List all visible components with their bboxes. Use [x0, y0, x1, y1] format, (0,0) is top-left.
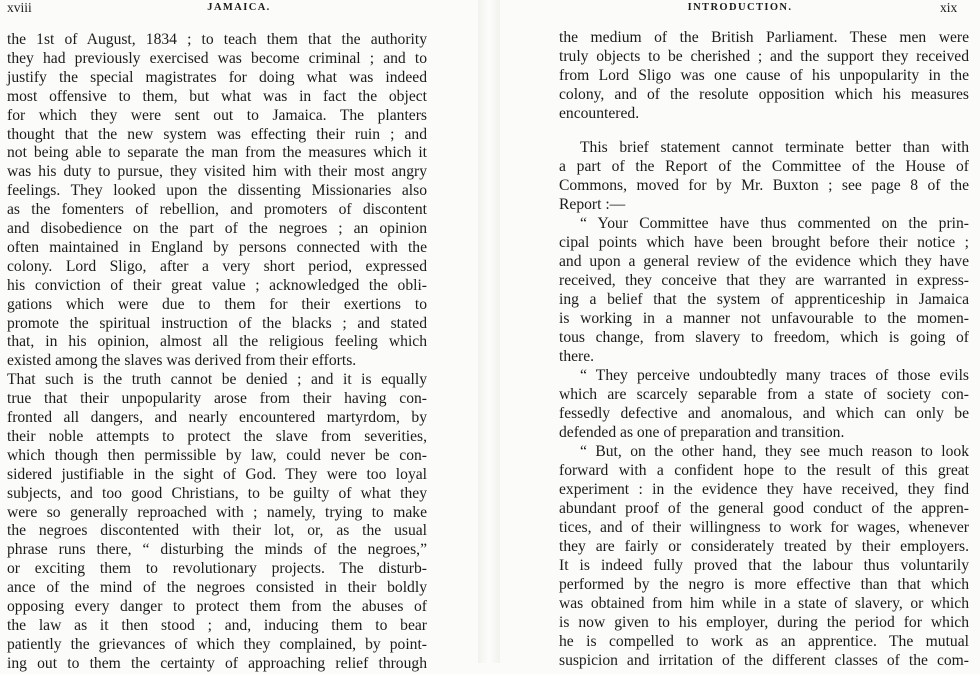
- left-text-line: that, in his opinion, almost all the religious feeling which: [7, 333, 427, 351]
- right-text-line: is now given to his employer, during the period for which: [559, 614, 969, 631]
- left-text-line: the law as it then stood ; and, inducing them to bear: [7, 616, 427, 634]
- left-text-line: or exciting them to revolutionary projects. The disturb-: [7, 560, 427, 578]
- right-text-line: fessedly defective and anomalous, and which can only be: [559, 405, 969, 422]
- right-text-line: was obtained from him while in a state of slavery, or which: [559, 595, 969, 612]
- right-text-line: which are scarcely separable from a state of society con-: [559, 386, 969, 403]
- left-text-line: promote the spiritual instruction of the blacks ; and stated: [7, 314, 427, 332]
- book-gutter: [478, 0, 500, 663]
- left-text-line: thought that the new system was effecting their ruin ; and: [7, 125, 427, 143]
- left-text-line: justify the special magistrates for doing what was indeed: [7, 68, 427, 86]
- right-text-line: there.: [559, 348, 595, 365]
- right-text-line: and upon a general review of the evidence which they have: [559, 253, 969, 270]
- right-text-line: suspicion and irritation of the different classes of the com-: [559, 652, 969, 669]
- right-text-line: they are fairly or considerately treated by their employers.: [559, 538, 969, 555]
- right-text-line: Commons, moved for by Mr. Buxton ; see page 8 of the: [559, 177, 969, 194]
- right-text-line: he is compelled to work as an apprentice. The mutual: [559, 633, 969, 650]
- left-text-line: was his duty to pursue, they visited him with their most angry: [7, 163, 427, 181]
- left-text-line: the 1st of August, 1834 ; to teach them that the authority: [7, 31, 427, 48]
- right-text-line: tices, and of their willingness to work for wages, whenever: [559, 519, 969, 536]
- right-text-line: received, they conceive that they are warranted in express-: [559, 272, 969, 289]
- left-text-line: which though then permissible by law, could never be con-: [7, 446, 427, 464]
- left-text-line: often maintained in England by persons connected with the: [7, 238, 427, 256]
- left-text-line: were so generally reproached with ; namely, trying to make: [7, 503, 427, 521]
- left-text-line: ance of the mind of the negroes consisted in their boldly: [7, 579, 427, 597]
- left-text-line: they had previously exercised was become criminal ; and to: [7, 49, 427, 67]
- right-text-line: tous change, from slavery to freedom, which is going of: [559, 329, 969, 346]
- right-text-line: It is indeed fully proved that the labour thus voluntarily: [559, 557, 969, 574]
- right-text-line: ing a belief that the system of apprenticeship in Jamaica: [559, 291, 969, 308]
- left-text-line: sidered justifiable in the sight of God. They were too loyal: [7, 465, 427, 483]
- right-text-line: is working in a manner not unfavourable to the momen-: [559, 310, 969, 327]
- left-text-line: the negroes discontented with their lot, or, as the usual: [7, 522, 427, 540]
- left-text-line: gations which were due to them for their exertions to: [7, 295, 427, 313]
- left-text-line: phrase runs there, “ disturbing the minds of the negroes,”: [7, 541, 427, 559]
- left-text-line: feelings. They looked upon the dissenting Missionaries also: [7, 182, 427, 200]
- left-page: [0, 0, 478, 672]
- right-text-line: from Lord Sligo was one cause of his unpopularity in the: [559, 67, 969, 84]
- right-text-line: abundant proof of the general good conduct of the appren-: [559, 500, 969, 517]
- right-text-line: experiment : in the evidence they have received, they find: [559, 481, 969, 498]
- left-text-line: fronted all dangers, and nearly encountered martyrdom, by: [7, 409, 427, 426]
- right-page: [500, 0, 980, 669]
- right-text-line: encountered.: [559, 105, 640, 122]
- left-page-number: xviii: [7, 0, 32, 15]
- right-text-line: the medium of the British Parliament. These men were: [559, 29, 969, 46]
- right-text-line: “ But, on the other hand, they see much reason to look: [580, 443, 969, 460]
- right-text-line: This brief statement cannot terminate better than with: [580, 139, 969, 156]
- left-text-line: ing out to them the certainty of approaching relief through: [7, 654, 427, 672]
- left-text-line: opposing every danger to protect them from the abuses of: [7, 598, 427, 615]
- left-text-line: for which they were sent out to Jamaica. The planters: [7, 106, 427, 124]
- left-text-line: That such is the truth cannot be denied ; and it is equally: [7, 371, 427, 389]
- right-running-head: INTRODUCTION.: [687, 2, 793, 13]
- left-text-line: as the fomenters of rebellion, and promoters of discontent: [7, 201, 427, 219]
- right-text-line: a part of the Report of the Committee of the House of: [559, 158, 969, 175]
- left-text-line: colony. Lord Sligo, after a very short period, expressed: [7, 257, 427, 275]
- right-text-line: forward with a confident hope to the result of this great: [559, 462, 969, 479]
- left-text-line: patiently the grievances of which they complained, by point-: [7, 635, 427, 653]
- right-text-line: performed by the negro is more effective than that which: [559, 576, 969, 593]
- left-text-line: their noble attempts to protect the slave from severities,: [7, 427, 427, 445]
- left-text-line: his conviction of their great value ; acknowledged the obli-: [7, 276, 427, 294]
- left-text-line: subjects, and too good Christians, to be guilty of what they: [7, 484, 427, 502]
- right-text-line: Report :—: [559, 196, 626, 213]
- left-text-line: most offensive to them, but what was in fact the object: [7, 87, 427, 105]
- left-running-head: JAMAICA.: [207, 2, 271, 13]
- left-text-line: not being able to separate the man from the measures which it: [7, 144, 427, 162]
- left-text-line: existed among the slaves was derived from their efforts.: [7, 352, 357, 370]
- right-text-line: defended as one of preparation and transition.: [559, 424, 845, 441]
- right-page-number: xix: [940, 0, 958, 15]
- right-text-line: truly objects to be cherished ; and the support they received: [559, 48, 969, 65]
- right-text-line: “ Your Committee have thus commented on the prin-: [580, 215, 969, 232]
- right-text-line: cipal points which have been brought before their notice ;: [559, 234, 969, 251]
- right-text-line: colony, and of the resolute opposition which his measures: [559, 86, 969, 103]
- right-text-line: “ They perceive undoubtedly many traces of those evils: [580, 367, 969, 384]
- left-text-line: true that their unpopularity arose from their having con-: [7, 390, 427, 408]
- left-text-line: and disobedience on the part of the negroes ; an opinion: [7, 220, 427, 237]
